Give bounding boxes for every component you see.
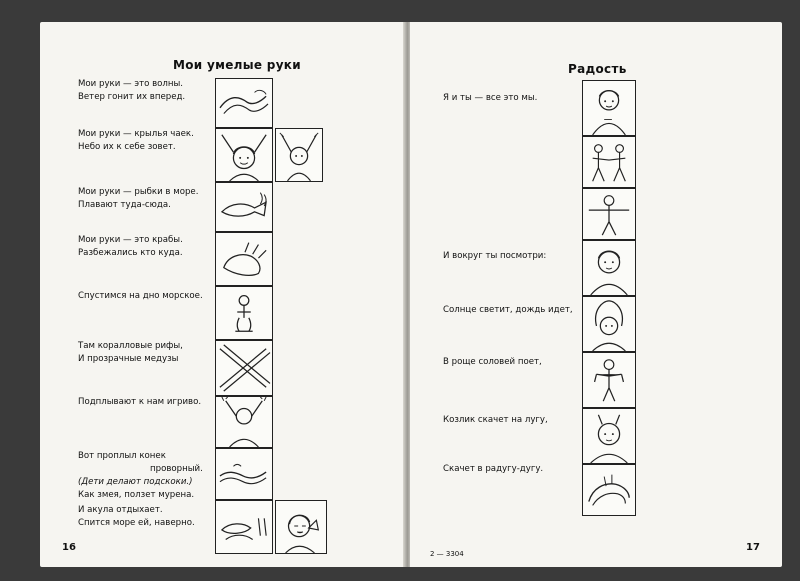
waving-hands-icon — [215, 78, 273, 128]
squatting-child-icon — [215, 286, 273, 340]
sleeping-child-icon — [275, 500, 327, 554]
left-page-title: Мои умелые руки — [173, 58, 301, 72]
verse-line: Солнце светит, дождь идет, — [443, 305, 573, 315]
verse-line: В роще соловей поет, — [443, 357, 542, 367]
verse-line: Там коралловые рифы, — [78, 341, 183, 351]
verse-line: Козлик скачет на лугу, — [443, 415, 548, 425]
nightingale-boy-icon — [582, 352, 636, 408]
verse-line: Ветер гонит их вперед. — [78, 92, 186, 102]
verse-line: Я и ты — все это мы. — [443, 93, 538, 103]
verse-line: И вокруг ты посмотри: — [443, 251, 547, 261]
crab-hands-icon — [215, 232, 273, 286]
verse-r6 — [443, 463, 543, 476]
verse-line: Небо их к себе зовет. — [78, 142, 176, 152]
looking-around-boy-icon — [582, 240, 636, 296]
verse-1 — [78, 78, 185, 104]
verse-r3 — [443, 304, 573, 317]
pointing-boy-icon — [582, 80, 636, 136]
fish-hands-icon — [215, 182, 273, 232]
verse-9 — [78, 504, 195, 530]
right-page — [410, 22, 782, 567]
verse-line-italic: (Дети делают подскоки.) — [78, 477, 193, 487]
verse-2 — [78, 128, 194, 154]
goat-horns-boy-icon — [582, 408, 636, 464]
sun-arms-girl-icon — [582, 296, 636, 352]
gull-wings-boy-icon — [275, 128, 323, 182]
gull-wings-girl-icon — [215, 128, 273, 182]
verse-line: И прозрачные медузы — [78, 354, 179, 364]
two-children-icon — [582, 136, 636, 188]
left-page — [40, 22, 405, 567]
verse-line: Мои руки — это крабы. — [78, 235, 183, 245]
verse-8 — [78, 450, 203, 502]
verse-r1 — [443, 92, 537, 105]
verse-line: Мои руки — это волны. — [78, 79, 184, 89]
verse-line: Мои руки — рыбки в море. — [78, 187, 199, 197]
verse-line: Плавают туда-сюда. — [78, 200, 171, 210]
verse-line: Скачет в радугу-дугу. — [443, 464, 544, 474]
verse-line: Мои руки — крылья чаек. — [78, 129, 194, 139]
verse-r2 — [443, 250, 546, 263]
crossed-arms-icon — [215, 340, 273, 396]
verse-3 — [78, 186, 198, 212]
verse-line: Спится море ей, наверно. — [78, 518, 195, 528]
raised-arms-boy-icon — [215, 396, 273, 448]
verse-line: И акула отдыхает. — [78, 505, 163, 515]
right-page-title: Радость — [568, 62, 627, 76]
shark-hands-icon — [215, 500, 273, 554]
verse-line: Спустимся на дно морское. — [78, 291, 203, 301]
verse-line: Вот проплыл конек — [78, 451, 166, 461]
verse-line: проворный. — [150, 464, 203, 474]
verse-6 — [78, 340, 183, 366]
rainbow-hand-icon — [582, 464, 636, 516]
page-number-left: 16 — [62, 542, 76, 553]
page-number-right: 17 — [746, 542, 760, 553]
verse-5 — [78, 290, 203, 303]
verse-line: Как змея, ползет мурена. — [78, 490, 195, 500]
eel-hand-icon — [215, 448, 273, 500]
footer-code: 2 — 3304 — [430, 550, 464, 558]
arms-out-boy-icon — [582, 188, 636, 240]
verse-line: Подплывают к нам игриво. — [78, 397, 202, 407]
verse-r5 — [443, 414, 548, 427]
verse-r4 — [443, 356, 542, 369]
verse-7 — [78, 396, 201, 409]
verse-line: Разбежались кто куда. — [78, 248, 183, 258]
verse-4 — [78, 234, 183, 260]
